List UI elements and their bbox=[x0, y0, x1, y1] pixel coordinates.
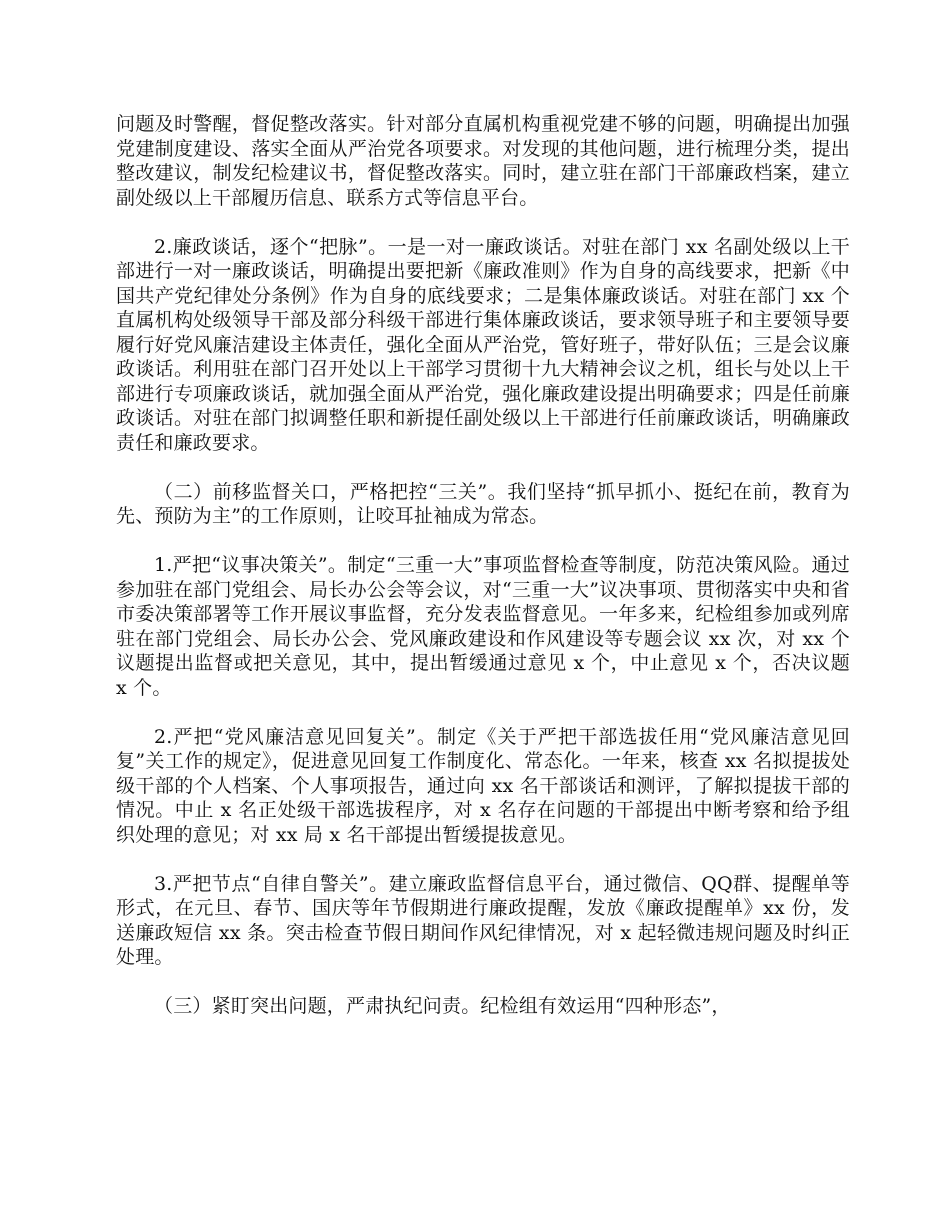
paragraph-decision-checkpoint: 1.严把“议事决策关”。制定“三重一大”事项监督检查等制度，防范决策风险。通过参加驻在部门党组会、局长办公会等会议，对“三重一大”议决事项、贯彻落实中央和省市委决策部署等工作开展议事监督，充分发表监督意见。一年多来，纪检组参加或列席驻在部门党组会、局长办公会、党风廉政建设和作风建设等专题会议 xx 次，对 xx 个议题提出监督或把关意见，其中，提出暂缓通过意见 x 个，中止意见 x 个，否决议题 x 个。 bbox=[116, 554, 850, 699]
paragraph-self-discipline-checkpoint: 3.严把节点“自律自警关”。建立廉政监督信息平台，通过微信、QQ群、提醒单等形式，在元旦、春节、国庆等年节假期进行廉政提醒，发放《廉政提醒单》xx 份，发送廉政短信 xx 条。突击检查节假日期间作风纪律情况，对 x 起轻微违规问题及时纠正处理。 bbox=[116, 872, 850, 968]
paragraph-section-two-heading: （二）前移监督关口，严格把控“三关”。我们坚持“抓早抓小、挺纪在前，教育为先、预防为主”的工作原则，让咬耳扯袖成为常态。 bbox=[116, 480, 850, 527]
paragraph-rectification: 问题及时警醒，督促整改落实。针对部分直属机构重视党建不够的问题，明确提出加强党建制度建设、落实全面从严治党各项要求。对发现的其他问题，进行梳理分类，提出整改建议，制发纪检建议书，督促整改落实。同时，建立驻在部门干部廉政档案，建立副处级以上干部履历信息、联系方式等信息平台。 bbox=[116, 113, 850, 209]
document-body bbox=[116, 112, 850, 1043]
paragraph-opinion-reply-checkpoint: 2.严把“党风廉洁意见回复关”。制定《关于严把干部选拔任用“党风廉洁意见回复”关工作的规定》，促进意见回复工作制度化、常态化。一年来，核查 xx 名拟提拔处级干部的个人档案、个人事项报告，通过向 xx 名干部谈话和测评，了解拟提拔干部的情况。中止 x 名正处级干部选拔程序，对 x 名存在问题的干部提出中断考察和给予组织处理的意见；对 xx 局 x 名干部提出暂缓提拔意见。 bbox=[116, 725, 850, 846]
paragraph-integrity-talks: 2.廉政谈话，逐个“把脉”。一是一对一廉政谈话。对驻在部门 xx 名副处级以上干部进行一对一廉政谈话，明确提出要把新《廉政准则》作为自身的高线要求，把新《中国共产党纪律处分条例》作为自身的底线要求；二是集体廉政谈话。对驻在部门 xx 个直属机构处级领导干部及部分科级干部进行集体廉政谈话，要求领导班子和主要领导要履行好党风廉洁建设主体责任，强化全面从严治党，管好班子，带好队伍；三是会议廉政谈话。利用驻在部门召开处以上干部学习贯彻十九大精神会议之机，组长与处以上干部进行专项廉政谈话，就加强全面从严治党，强化廉政建设提出明确要求；四是任前廉政谈话。对驻在部门拟调整任职和新提任副处级以上干部进行任前廉政谈话，明确廉政责任和廉政要求。 bbox=[116, 235, 850, 454]
paragraph-section-three-heading: （三）紧盯突出问题，严肃执纪问责。纪检组有效运用“四种形态”， bbox=[154, 995, 731, 1017]
